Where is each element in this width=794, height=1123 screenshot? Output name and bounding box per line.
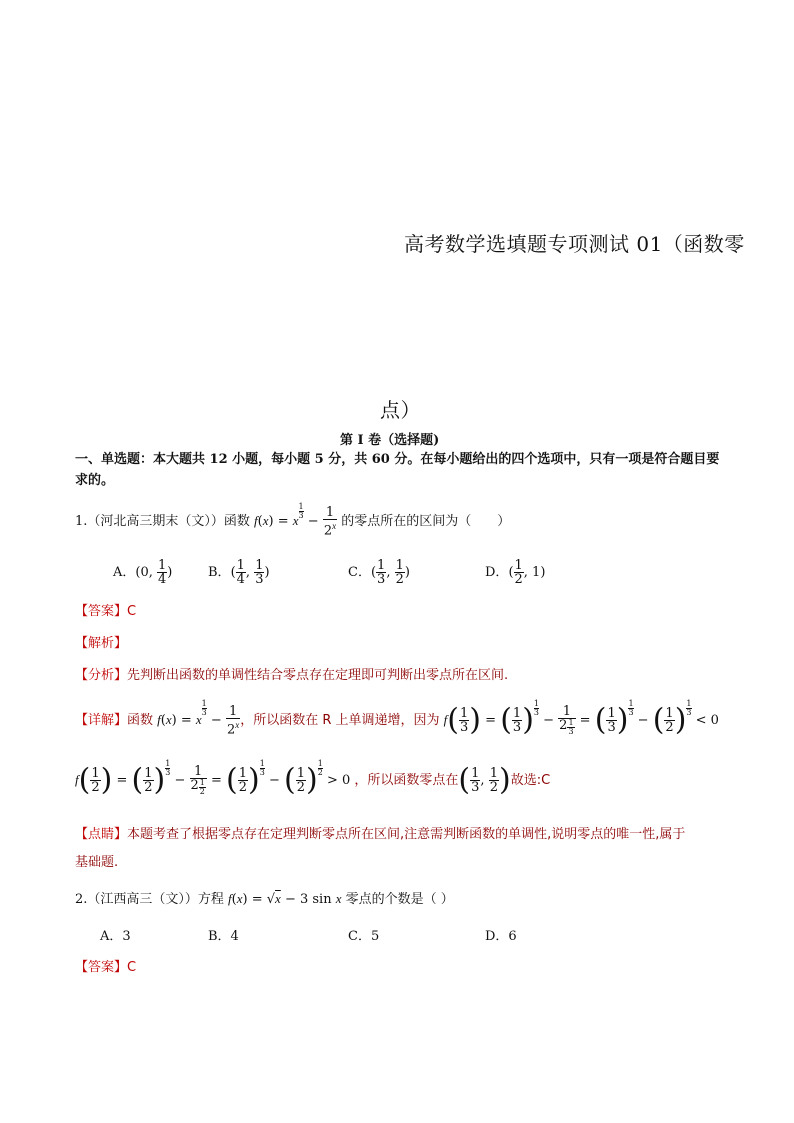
q1-analysis-tag: 【解析】 [75, 636, 128, 651]
q2-answer: 【答案】C [75, 960, 137, 975]
q1-option-d: D．( $\frac{1}{2}$ , 1) [485, 558, 546, 587]
q1-option-a: A．(0, $\frac{1}{4}$ ) [113, 558, 173, 587]
q2-option-b: B．4 [208, 929, 239, 944]
q1-detail-line2: f( $\frac{1}{2}$ ) = ( $\frac{1}{2}$ )$\frac{1}{3}$ − $\frac{1}{2\frac{1}{2}}$ = ( $\frac{1}{2}$ )$\frac{1}{3}$ − ( $\frac{1}{2}$ )$\frac{1}{2}$ > 0 ，所以函数零点在( $\frac{1}{3}$ , $\frac{1}{2}$ )故选:C [75, 759, 551, 798]
section-title: 第 I 卷（选择题) [340, 433, 440, 448]
q1-option-b: B．( $\frac{1}{4}$ , $\frac{1}{3}$ ) [208, 558, 270, 587]
question-1-prefix: 1.（河北高三期末（文））函数 [75, 514, 250, 529]
question-1-suffix: 的零点所在的区间为（ ） [341, 514, 511, 529]
question-2: 2.（江西高三（文））方程 f(x) = √x − 3 sin x 零点的个数是（ ） [75, 891, 454, 907]
q1-comment: 【点睛】本题考查了根据零点存在定理判断零点所在区间,注意需判断函数的单调性,说明零点的唯一性,属于 基础题. [75, 827, 686, 870]
q1-detail-line1: 【详解】函数 $f(x) = x\frac{1}{3}$ − $\frac{1}{2^x}$ ，所以函数在 R 上单调递增，因为 f( $\frac{1}{3}$ ) = ( $\frac{1}{3}$ )$\frac{1}{3}$ − $\frac{1}{2\frac{1}{3}}$ = ( $\frac{1}{3}$ )$\frac{1}{3}$ − ( $\frac{1}{2}$ )$\frac{1}{3}$ < 0 [75, 699, 719, 738]
question-1: 1.（河北高三期末（文））函数 $f(x) = x\frac{1}{3}$ − $\frac{1}{2^x}$ 的零点所在的区间为（ ） [75, 502, 511, 539]
q2-option-c: C．5 [348, 929, 380, 944]
q1-formula: f [254, 513, 258, 528]
q1-answer: 【答案】C [75, 604, 137, 619]
instructions: 一、单选题：本大题共 12 小题，每小题 5 分，共 60 分。在每小题给出的四个选项中，只有一项是符合题目要求的。 [75, 452, 720, 488]
q1-option-c: C．( $\frac{1}{3}$ , $\frac{1}{2}$ ) [348, 558, 410, 587]
q1-fenxi: 【分析】先判断出函数的单调性结合零点存在定理即可判断出零点所在区间. [75, 668, 509, 683]
doc-title-line1: 高考数学选填题专项测试 01（函数零 [404, 232, 745, 256]
doc-title-line2: 点） [380, 398, 421, 422]
q2-option-d: D．6 [485, 929, 517, 944]
q2-option-a: A．3 [100, 929, 131, 944]
